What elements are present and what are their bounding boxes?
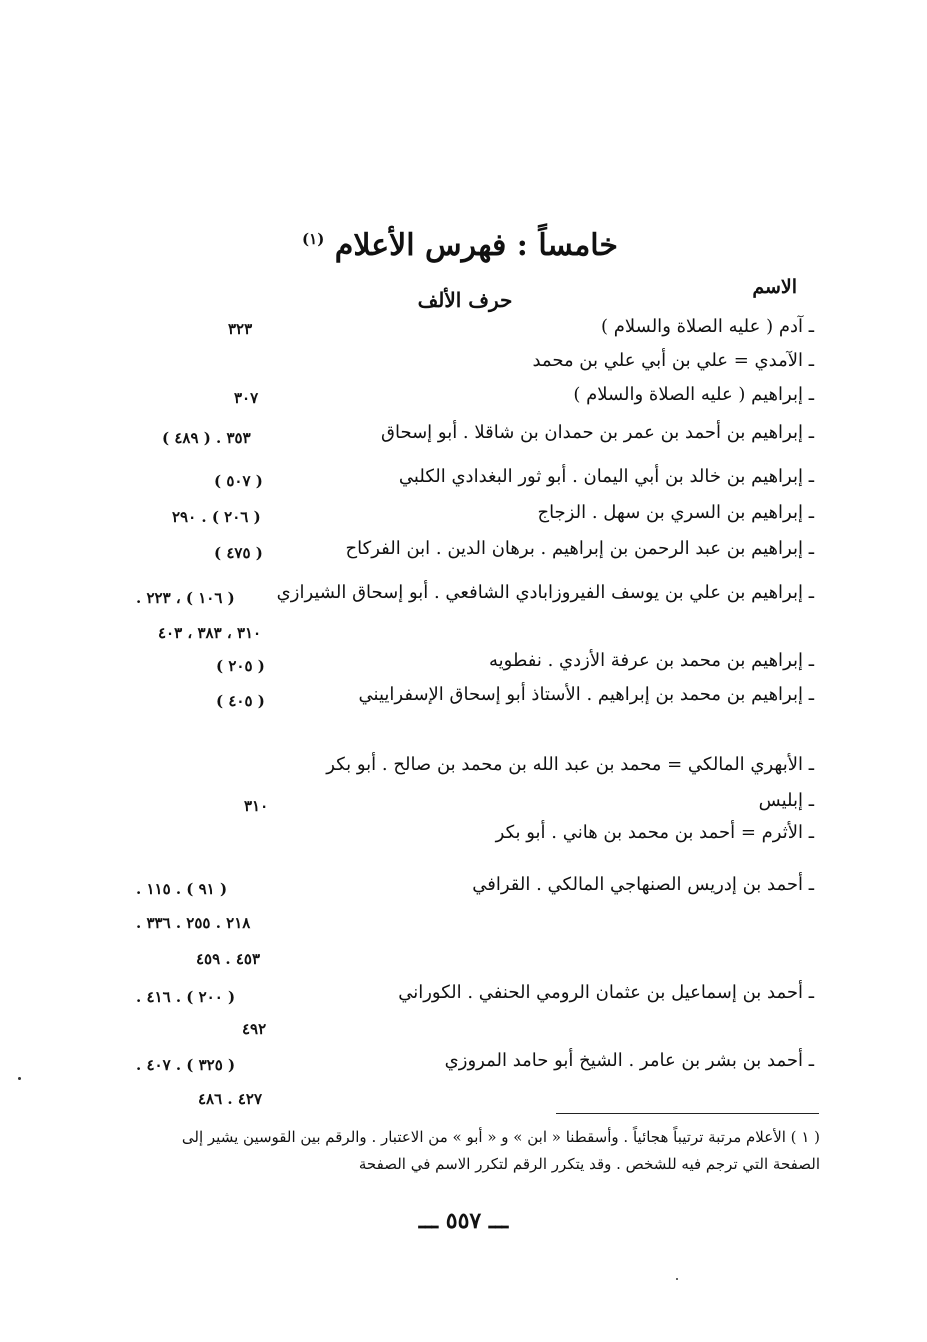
index-entry: ـ إبليس — [758, 790, 814, 811]
index-entry: ـ الأثرم = أحمد بن محمد بن هاني . أبو بكر — [495, 822, 814, 843]
page-refs: ( ٢٠٦ ) . ٢٩٠ — [172, 508, 261, 526]
column-header-name: الاسم — [752, 276, 797, 298]
page-refs: ٤٢٧ . ٤٨٦ — [198, 1090, 263, 1108]
page-refs: ٣٢٣ — [228, 320, 253, 338]
index-entry: ـ أحمد بن بشر بن عامر . الشيخ أبو حامد المروزي — [444, 1050, 814, 1071]
page-refs: ٣٥٣ . ( ٤٨٩ ) — [162, 429, 251, 447]
page-refs: ٣١٠ ، ٣٨٣ ، ٤٠٣ — [158, 624, 262, 642]
footnote-divider — [556, 1113, 819, 1114]
page-refs: ٤٥٣ . ٤٥٩ — [196, 950, 261, 968]
page-refs: ٣٠٧ — [234, 389, 259, 407]
page-refs: ٣١٠ — [244, 797, 269, 815]
scan-speck — [18, 1077, 21, 1080]
page-refs: ٤٩٢ — [242, 1020, 267, 1038]
title-text: خامساً : فهرس الأعلام — [334, 228, 618, 263]
index-entry: ـ إبراهيم ( عليه الصلاة والسلام ) — [573, 384, 814, 405]
index-entry: ـ إبراهيم بن محمد بن عرفة الأزدي . نفطويه — [489, 650, 814, 671]
index-entry: ـ إبراهيم بن محمد بن إبراهيم . الأستاذ أبو إسحاق الإسفراييني — [358, 684, 814, 705]
page-refs: ( ٣٢٥ ) . ٤٠٧ . — [136, 1056, 236, 1074]
page-refs: ( ٤٧٥ ) — [214, 544, 263, 562]
index-entry: ـ إبراهيم بن أحمد بن عمر بن حمدان بن شاقلا . أبو إسحاق — [381, 422, 814, 443]
footnote-line: الصفحة التي ترجم فيه للشخص . وقد يتكرر الرقم لتكرر الاسم في الصفحة — [358, 1155, 820, 1173]
index-entry: ـ الأبهري المالكي = محمد بن عبد الله بن محمد بن صالح . أبو بكر — [326, 754, 814, 775]
page-refs: ( ٤٠٥ ) — [216, 692, 265, 710]
index-entry: ـ أحمد بن إدريس الصنهاجي المالكي . القرافي — [472, 874, 814, 895]
title-footnote-marker: (١) — [302, 230, 325, 248]
page-refs: ( ١٠٦ ) ، ٢٢٣ . — [136, 589, 235, 607]
page-number: ـــ ٥٥٧ ـــ — [418, 1208, 509, 1234]
index-entry: ـ أحمد بن إسماعيل بن عثمان الرومي الحنفي . الكوراني — [398, 982, 814, 1003]
page-refs: ( ٢٠٥ ) — [216, 657, 265, 675]
index-entry: ـ إبراهيم بن علي بن يوسف الفيروزابادي الشافعي . أبو إسحاق الشيرازي — [276, 582, 814, 603]
page-refs: ( ٢٠٠ ) . ٤١٦ . — [136, 988, 236, 1006]
page-title — [300, 228, 620, 263]
index-entry: ـ إبراهيم بن السري بن سهل . الزجاج — [537, 502, 814, 523]
page-refs: ( ٥٠٧ ) — [214, 472, 263, 490]
index-entry: ـ إبراهيم بن عبد الرحمن بن إبراهيم . برهان الدين . ابن الفركاح — [345, 538, 814, 559]
section-heading: حرف الألف — [417, 288, 513, 312]
footnote — [136, 1124, 820, 1178]
page-refs: ٢١٨ . ٢٥٥ . ٣٣٦ . — [136, 914, 251, 932]
footnote-line: ( ١ ) الأعلام مرتبة ترتيباً هجائياً . وأسقطنا « ابن » و « أبو » من الاعتبار . والرقم بين القوسين يشير إلى — [181, 1128, 820, 1146]
scan-speck — [676, 1278, 678, 1280]
page-refs: ( ٩١ ) . ١١٥ . — [136, 880, 228, 898]
index-entry: ـ إبراهيم بن خالد بن أبي اليمان . أبو ثور البغدادي الكلبي — [398, 466, 814, 487]
index-entry: ـ آدم ( عليه الصلاة والسلام ) — [601, 316, 814, 337]
index-entry: ـ الآمدي = علي بن أبي علي بن محمد — [532, 350, 814, 371]
